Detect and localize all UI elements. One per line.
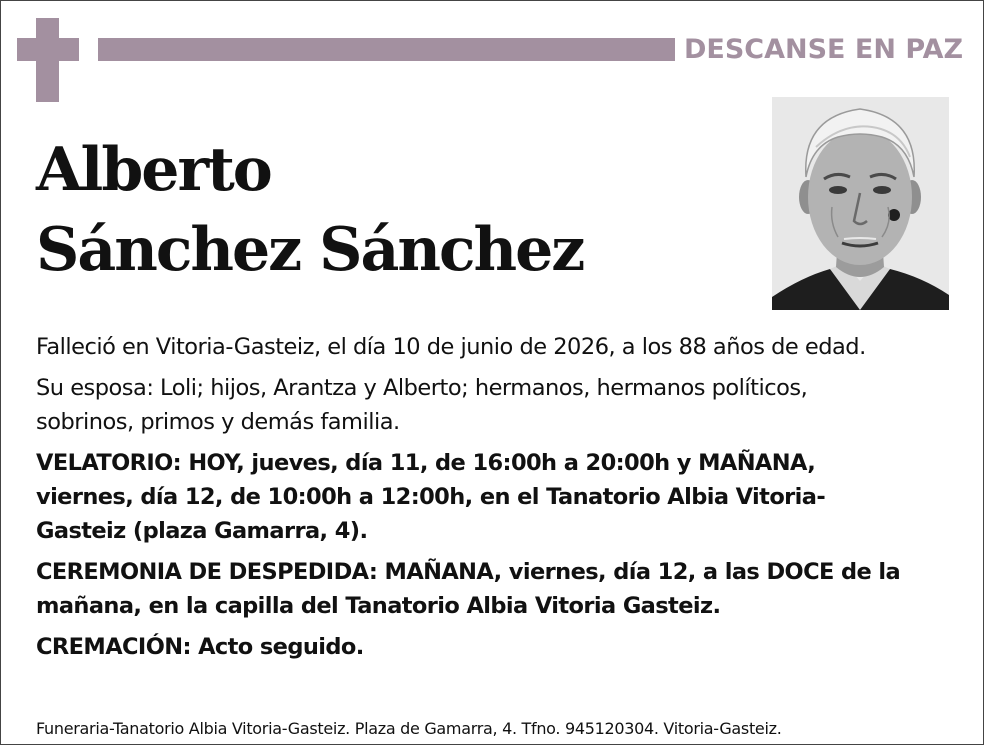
deceased-name: [36, 130, 583, 290]
wake-paragraph: [36, 446, 956, 548]
header-divider-bar: [98, 38, 675, 61]
wake-line: Gasteiz (plaza Gamarra, 4).: [36, 518, 368, 544]
death-line: Falleció en Vitoria-Gasteiz, el día 10 de junio de 2026, a los 88 años de edad.: [36, 334, 866, 360]
first-name: Alberto: [36, 135, 271, 205]
death-paragraph: [36, 330, 956, 364]
cremation-paragraph: [36, 630, 956, 664]
notice-body: [36, 330, 956, 671]
family-line: Su esposa: Loli; hijos, Arantza y Alberto; hermanos, hermanos políticos,: [36, 375, 808, 401]
family-line: sobrinos, primos y demás familia.: [36, 409, 400, 435]
surnames: Sánchez Sánchez: [36, 215, 584, 285]
rip-heading: DESCANSE EN PAZ: [684, 34, 964, 65]
portrait-illustration: [772, 97, 949, 310]
funeral-home-footer: Funeraria-Tanatorio Albia Vitoria-Gasteiz. Plaza de Gamarra, 4. Tfno. 945120304. Vitoria-Gasteiz.: [36, 719, 782, 738]
ceremony-line: mañana, en la capilla del Tanatorio Albia Vitoria Gasteiz.: [36, 593, 721, 619]
wake-line: VELATORIO: HOY, jueves, día 11, de 16:00h a 20:00h y MAÑANA,: [36, 450, 816, 476]
wake-line: viernes, día 12, de 10:00h a 12:00h, en el Tanatorio Albia Vitoria-: [36, 484, 826, 510]
ceremony-paragraph: [36, 555, 956, 623]
family-paragraph: [36, 371, 956, 439]
cross-horizontal-bar: [17, 38, 79, 61]
cremation-line: CREMACIÓN: Acto seguido.: [36, 634, 364, 660]
deceased-photo: [772, 97, 949, 310]
ceremony-line: CEREMONIA DE DESPEDIDA: MAÑANA, viernes, día 12, a las DOCE de la: [36, 559, 901, 585]
